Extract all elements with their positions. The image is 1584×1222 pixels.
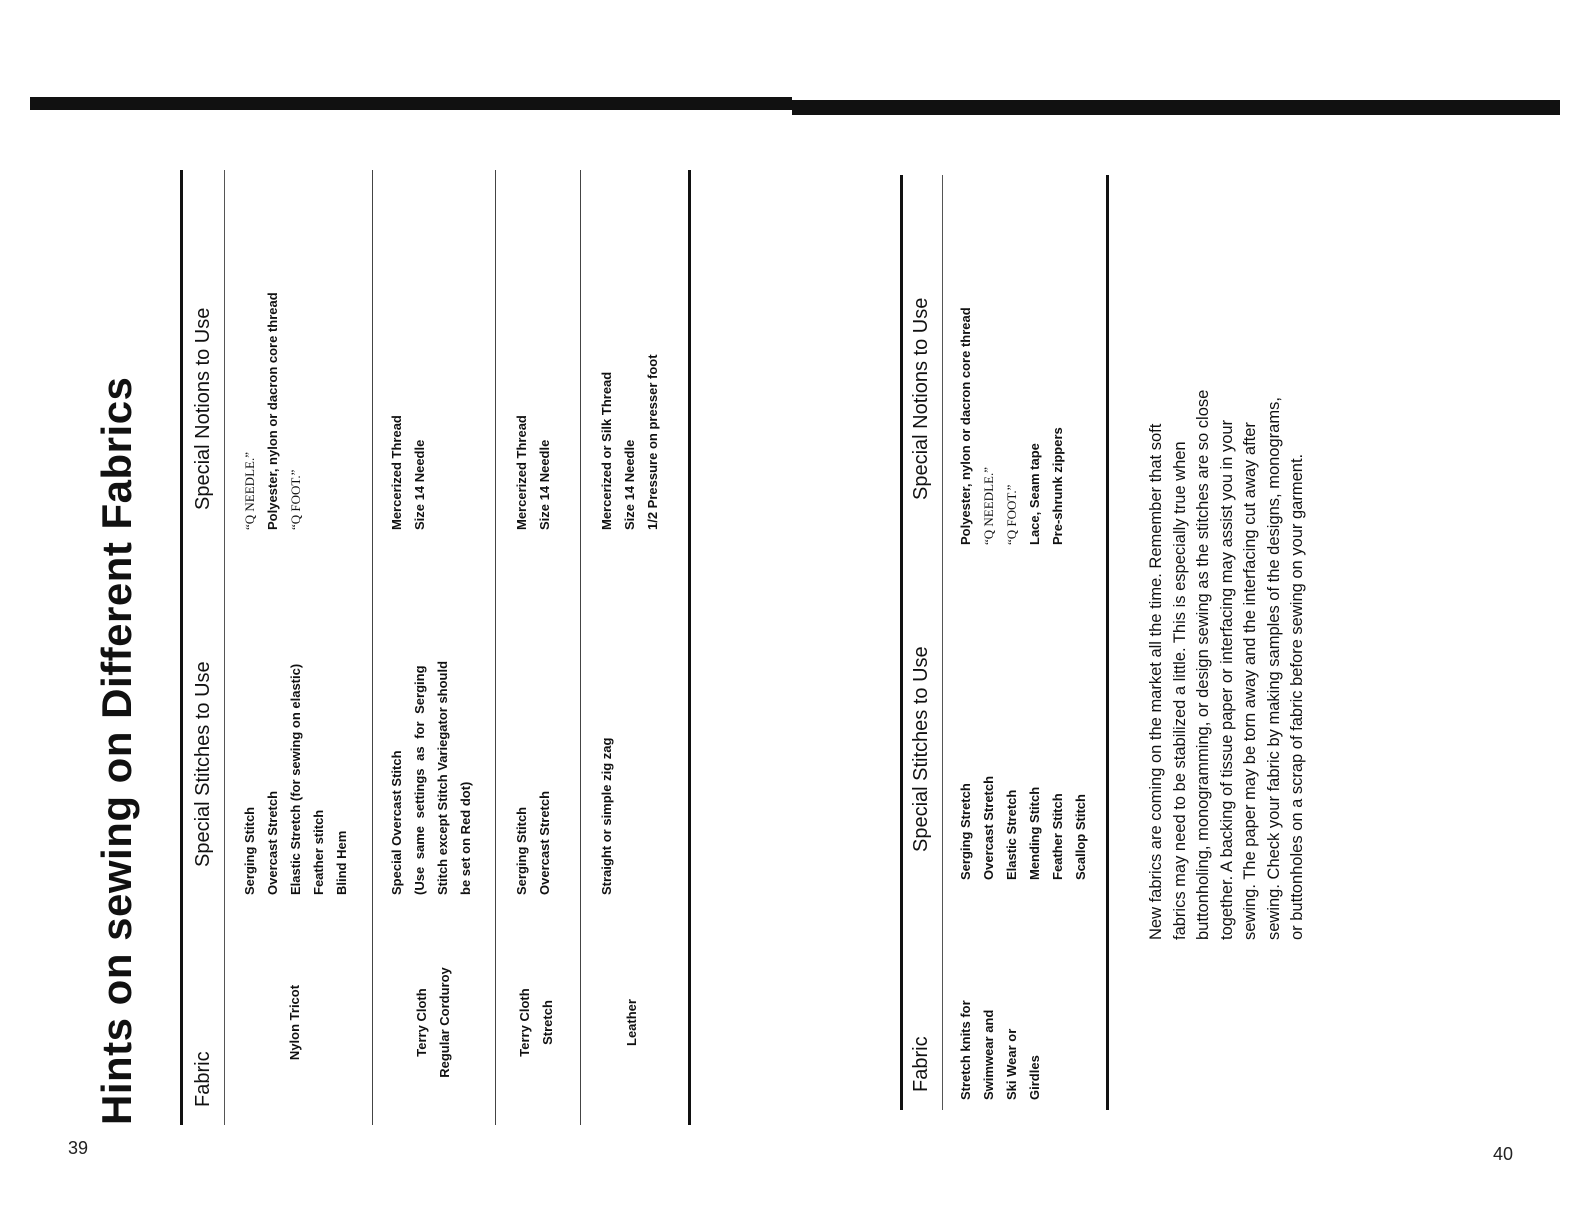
notion-line: Size 14 Needle	[622, 439, 637, 530]
table-row-2-fabric	[410, 920, 456, 1125]
fabric-line: Swimwear and	[981, 1009, 996, 1100]
notion-line: “Q NEEDLE.”	[242, 452, 257, 530]
table-row-1-fabric	[283, 920, 306, 1125]
table-bottom-rule	[688, 170, 691, 1125]
top-rule-right	[792, 100, 1560, 115]
notion-line: “Q FOOT.”	[288, 469, 303, 530]
table-row-2-stitches	[385, 661, 477, 895]
stitch-line: Serging Stitch	[242, 806, 257, 895]
header-notions: Special Notions to Use	[910, 297, 932, 500]
table-row-1-stitches	[954, 776, 1092, 880]
notion-line: Mercerized or Silk Thread	[599, 371, 614, 530]
paragraph-line: sewing. Check your fabric by making samples of the designs, monograms,	[1264, 397, 1283, 940]
stitch-line: Overcast Stretch	[537, 790, 552, 895]
notion-line: Mercerized Thread	[514, 415, 529, 530]
table-top-rule	[900, 175, 903, 1110]
stitch-line: Mending Stitch	[1027, 786, 1042, 880]
fabric-line: Girdles	[1027, 1055, 1042, 1100]
stitch-line: Blind Hem	[334, 830, 349, 895]
table-row-2-notions	[385, 415, 431, 530]
stitch-line: Elastic Stretch	[1004, 789, 1019, 880]
table-row-1-stitches	[238, 664, 353, 895]
stitch-line: Elastic Stretch (for sewing on elastic)	[288, 663, 303, 895]
stitch-line: Serging Stretch	[958, 783, 973, 880]
table-row-4-notions	[595, 354, 664, 530]
fabric-line: Nylon Tricot	[287, 984, 302, 1061]
paragraph-line: New fabrics are coming on the market all the time. Remember that soft	[1147, 423, 1165, 940]
page-39	[92, 170, 692, 1125]
header-rule	[224, 170, 225, 1125]
fabric-line: Terry Cloth	[414, 988, 429, 1057]
notion-line: “Q NEEDLE.”	[981, 467, 996, 545]
notion-line: Size 14 Needle	[412, 439, 427, 530]
header-stitches: Special Stitches to Use	[192, 661, 214, 867]
table-row-1-fabric	[954, 1000, 1046, 1100]
row-separator	[580, 170, 581, 1125]
paragraph-line: together. A backing of tissue paper or interfacing may assist you in your	[1217, 419, 1236, 940]
table-row-3-stitches	[510, 791, 556, 895]
stitch-line: Feather Stitch	[1050, 793, 1065, 880]
stitch-line: Special Overcast Stitch	[389, 750, 404, 895]
page-title: Hints on sewing on Different Fabrics	[93, 376, 140, 1125]
row-separator	[495, 170, 496, 1125]
header-stitches: Special Stitches to Use	[910, 646, 932, 852]
fabric-line: Stretch knits for	[958, 1000, 973, 1100]
table-row-1-notions	[238, 292, 307, 530]
page-40	[900, 175, 1320, 1110]
paragraph-line: fabrics may need to be stabilized a little. This is especially true when	[1170, 441, 1189, 940]
stitch-line: Overcast Stretch	[981, 775, 996, 880]
table-row-3-notions	[510, 415, 556, 530]
table-row-1-notions	[954, 307, 1069, 545]
table-bottom-rule	[1106, 175, 1109, 1110]
notion-line: Lace, Seam tape	[1027, 443, 1042, 545]
table-row-4-stitches	[595, 738, 618, 895]
stabilizing-paragraph	[1145, 390, 1310, 940]
stitch-line: Overcast Stretch	[265, 790, 280, 895]
table-row-3-fabric	[513, 920, 559, 1125]
notion-line: Pre-shrunk zippers	[1050, 427, 1065, 545]
stitch-line: Feather stitch	[311, 809, 326, 895]
notion-line: “Q FOOT.”	[1004, 484, 1019, 545]
paragraph-line: sewing. The paper may be torn away and the interfacing cut away after	[1241, 422, 1259, 940]
notion-line: Polyester, nylon or dacron core thread	[958, 307, 973, 545]
header-fabric: Fabric	[192, 1051, 214, 1107]
stitch-line: (Use same settings as for Serging	[412, 665, 427, 895]
table-top-rule	[180, 170, 183, 1125]
paragraph-line: or buttonholes on a scrap of fabric before sewing on your garment.	[1288, 453, 1306, 940]
fabric-line: Stretch	[540, 1000, 555, 1045]
notion-line: 1/2 Pressure on presser foot	[645, 354, 660, 530]
stitch-line: Serging Stitch	[514, 806, 529, 895]
table-row-4-fabric	[620, 920, 643, 1125]
row-separator	[372, 170, 373, 1125]
stitch-line: Scallop Stitch	[1073, 794, 1088, 880]
page-number-left: 39	[68, 1138, 89, 1158]
fabric-line: Ski Wear or	[1004, 1028, 1019, 1100]
notion-line: Mercerized Thread	[389, 415, 404, 530]
stitch-line: be set on Red dot)	[458, 781, 473, 895]
page-number-right: 40	[1493, 1144, 1514, 1164]
stitch-line: Straight or simple zig zag	[599, 737, 614, 895]
header-notions: Special Notions to Use	[192, 307, 214, 510]
header-fabric: Fabric	[910, 1036, 932, 1092]
header-rule	[942, 175, 943, 1110]
fabric-line: Terry Cloth	[517, 988, 532, 1057]
fabric-line: Regular Corduroy	[437, 967, 452, 1078]
paragraph-line: buttonholing, monogramming, or design sewing as the stitches are so close	[1194, 389, 1212, 940]
fabric-line: Leather	[624, 999, 639, 1046]
notion-line: Size 14 Needle	[537, 439, 552, 530]
top-rule-left	[30, 97, 792, 110]
notion-line: Polyester, nylon or dacron core thread	[265, 292, 280, 530]
stitch-line: Stitch except Stitch Variegator should	[435, 660, 450, 895]
